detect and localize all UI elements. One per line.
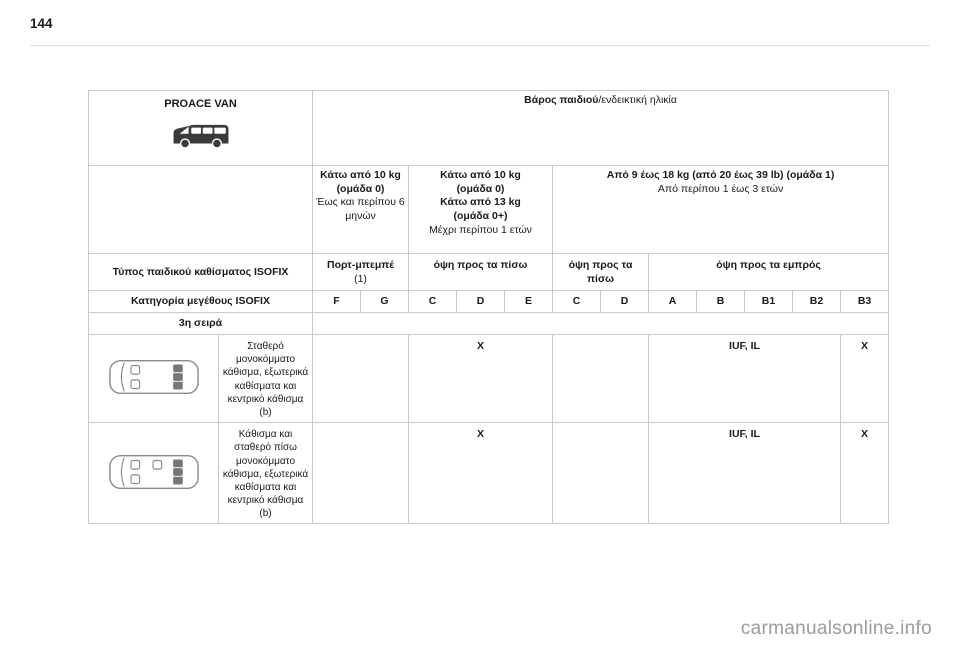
- weight-header-cell: [313, 91, 889, 166]
- size-class-letter: G: [361, 291, 409, 313]
- empty-cell: [553, 335, 649, 423]
- age-line: Μέχρι περίπου 1 ετών: [429, 223, 532, 236]
- watermark: carmanualsonline.info: [740, 618, 932, 639]
- fitment-value-b3: X: [841, 335, 889, 423]
- van-top-view-third-row-icon: [108, 452, 200, 492]
- section-label: 3η σειρά: [89, 313, 313, 335]
- table-row-section: [89, 313, 889, 335]
- size-class-label: Κατηγορία μεγέθους ISOFIX: [89, 291, 313, 313]
- table-row-weight-groups: [89, 166, 889, 254]
- isofix-positions-table: [88, 90, 889, 524]
- fitment-value-abb1b2: IUF, IL: [649, 423, 841, 524]
- van-side-view-icon: [170, 121, 232, 151]
- forward-facing-cell: όψη προς τα εμπρός: [649, 254, 889, 291]
- model-name: PROACE VAN: [164, 98, 237, 110]
- size-class-letter: A: [649, 291, 697, 313]
- size-class-letter: C: [409, 291, 457, 313]
- header-divider: [30, 45, 930, 46]
- size-class-letter: E: [505, 291, 553, 313]
- age-line: Από περίπου 1 έως 3 ετών: [657, 182, 784, 195]
- carrycot-cell: [313, 254, 409, 291]
- table-row-seat-type: [89, 254, 889, 291]
- weight-header-bold: Βάρος παιδιού: [524, 94, 599, 106]
- size-class-letter: F: [313, 291, 361, 313]
- rearward-facing-cde-cell: όψη προς τα πίσω: [409, 254, 553, 291]
- weight-group-0-cell: [313, 166, 409, 254]
- fitment-value-b3: X: [841, 423, 889, 524]
- carrycot-note: (1): [354, 272, 367, 285]
- fitment-value-cde: X: [409, 423, 553, 524]
- van-top-view-third-row-icon: [108, 357, 200, 397]
- rearward-facing-cd-label: όψη προς τα πίσω: [568, 259, 633, 285]
- seat-config-description: Κάθισμα και σταθερό πίσω μονοκόμματο κάθισμα, εξωτερικά καθίσματα και κεντρικό κάθισμα (b): [219, 423, 313, 524]
- table-row-seat-config-1: [89, 335, 889, 423]
- weight-group-2-cell: [553, 166, 889, 254]
- age-line: Έως και περίπου 6 μηνών: [316, 196, 405, 222]
- page-number: 144: [30, 16, 53, 31]
- weight-line: Κάτω από 13 kg: [440, 196, 521, 209]
- weight-line: (ομάδα 0): [456, 182, 505, 195]
- size-class-letter: B2: [793, 291, 841, 313]
- empty-cell: [313, 335, 409, 423]
- seat-type-label: Τύπος παιδικού καθίσματος ISOFIX: [89, 254, 313, 291]
- weight-line: (ομάδα 0+): [453, 209, 508, 222]
- size-class-letter: C: [553, 291, 601, 313]
- empty-cell: [89, 166, 313, 254]
- size-class-letter: D: [457, 291, 505, 313]
- empty-cell: [553, 423, 649, 524]
- size-class-letter: B3: [841, 291, 889, 313]
- carrycot-label: Πορτ-μπεμπέ: [326, 259, 395, 271]
- fitment-value-cde: X: [409, 335, 553, 423]
- size-class-letter: D: [601, 291, 649, 313]
- rearward-facing-cd-cell: [553, 254, 649, 291]
- size-class-letter: B: [697, 291, 745, 313]
- weight-header-rest: /ενδεικτική ηλικία: [598, 94, 677, 106]
- van-top-icon-cell: [89, 423, 219, 524]
- van-top-icon-cell: [89, 335, 219, 423]
- table-row-size-class: [89, 291, 889, 313]
- table-row-seat-config-2: [89, 423, 889, 524]
- empty-cell: [313, 313, 889, 335]
- fitment-value-abb1b2: IUF, IL: [649, 335, 841, 423]
- weight-line: Κάτω από 10 kg: [440, 169, 521, 181]
- seat-config-description: Σταθερό μονοκόμματο κάθισμα, εξωτερικά καθίσματα και κεντρικό κάθισμα (b): [219, 335, 313, 423]
- size-class-letter: B1: [745, 291, 793, 313]
- weight-group-1-cell: [409, 166, 553, 254]
- weight-line: (ομάδα 0): [336, 182, 385, 195]
- empty-cell: [313, 423, 409, 524]
- table-row-header: [89, 91, 889, 166]
- weight-line: Κάτω από 10 kg: [320, 169, 401, 181]
- weight-line: Από 9 έως 18 kg (από 20 έως 39 lb) (ομάδα 1): [606, 169, 835, 181]
- model-cell: [89, 91, 313, 166]
